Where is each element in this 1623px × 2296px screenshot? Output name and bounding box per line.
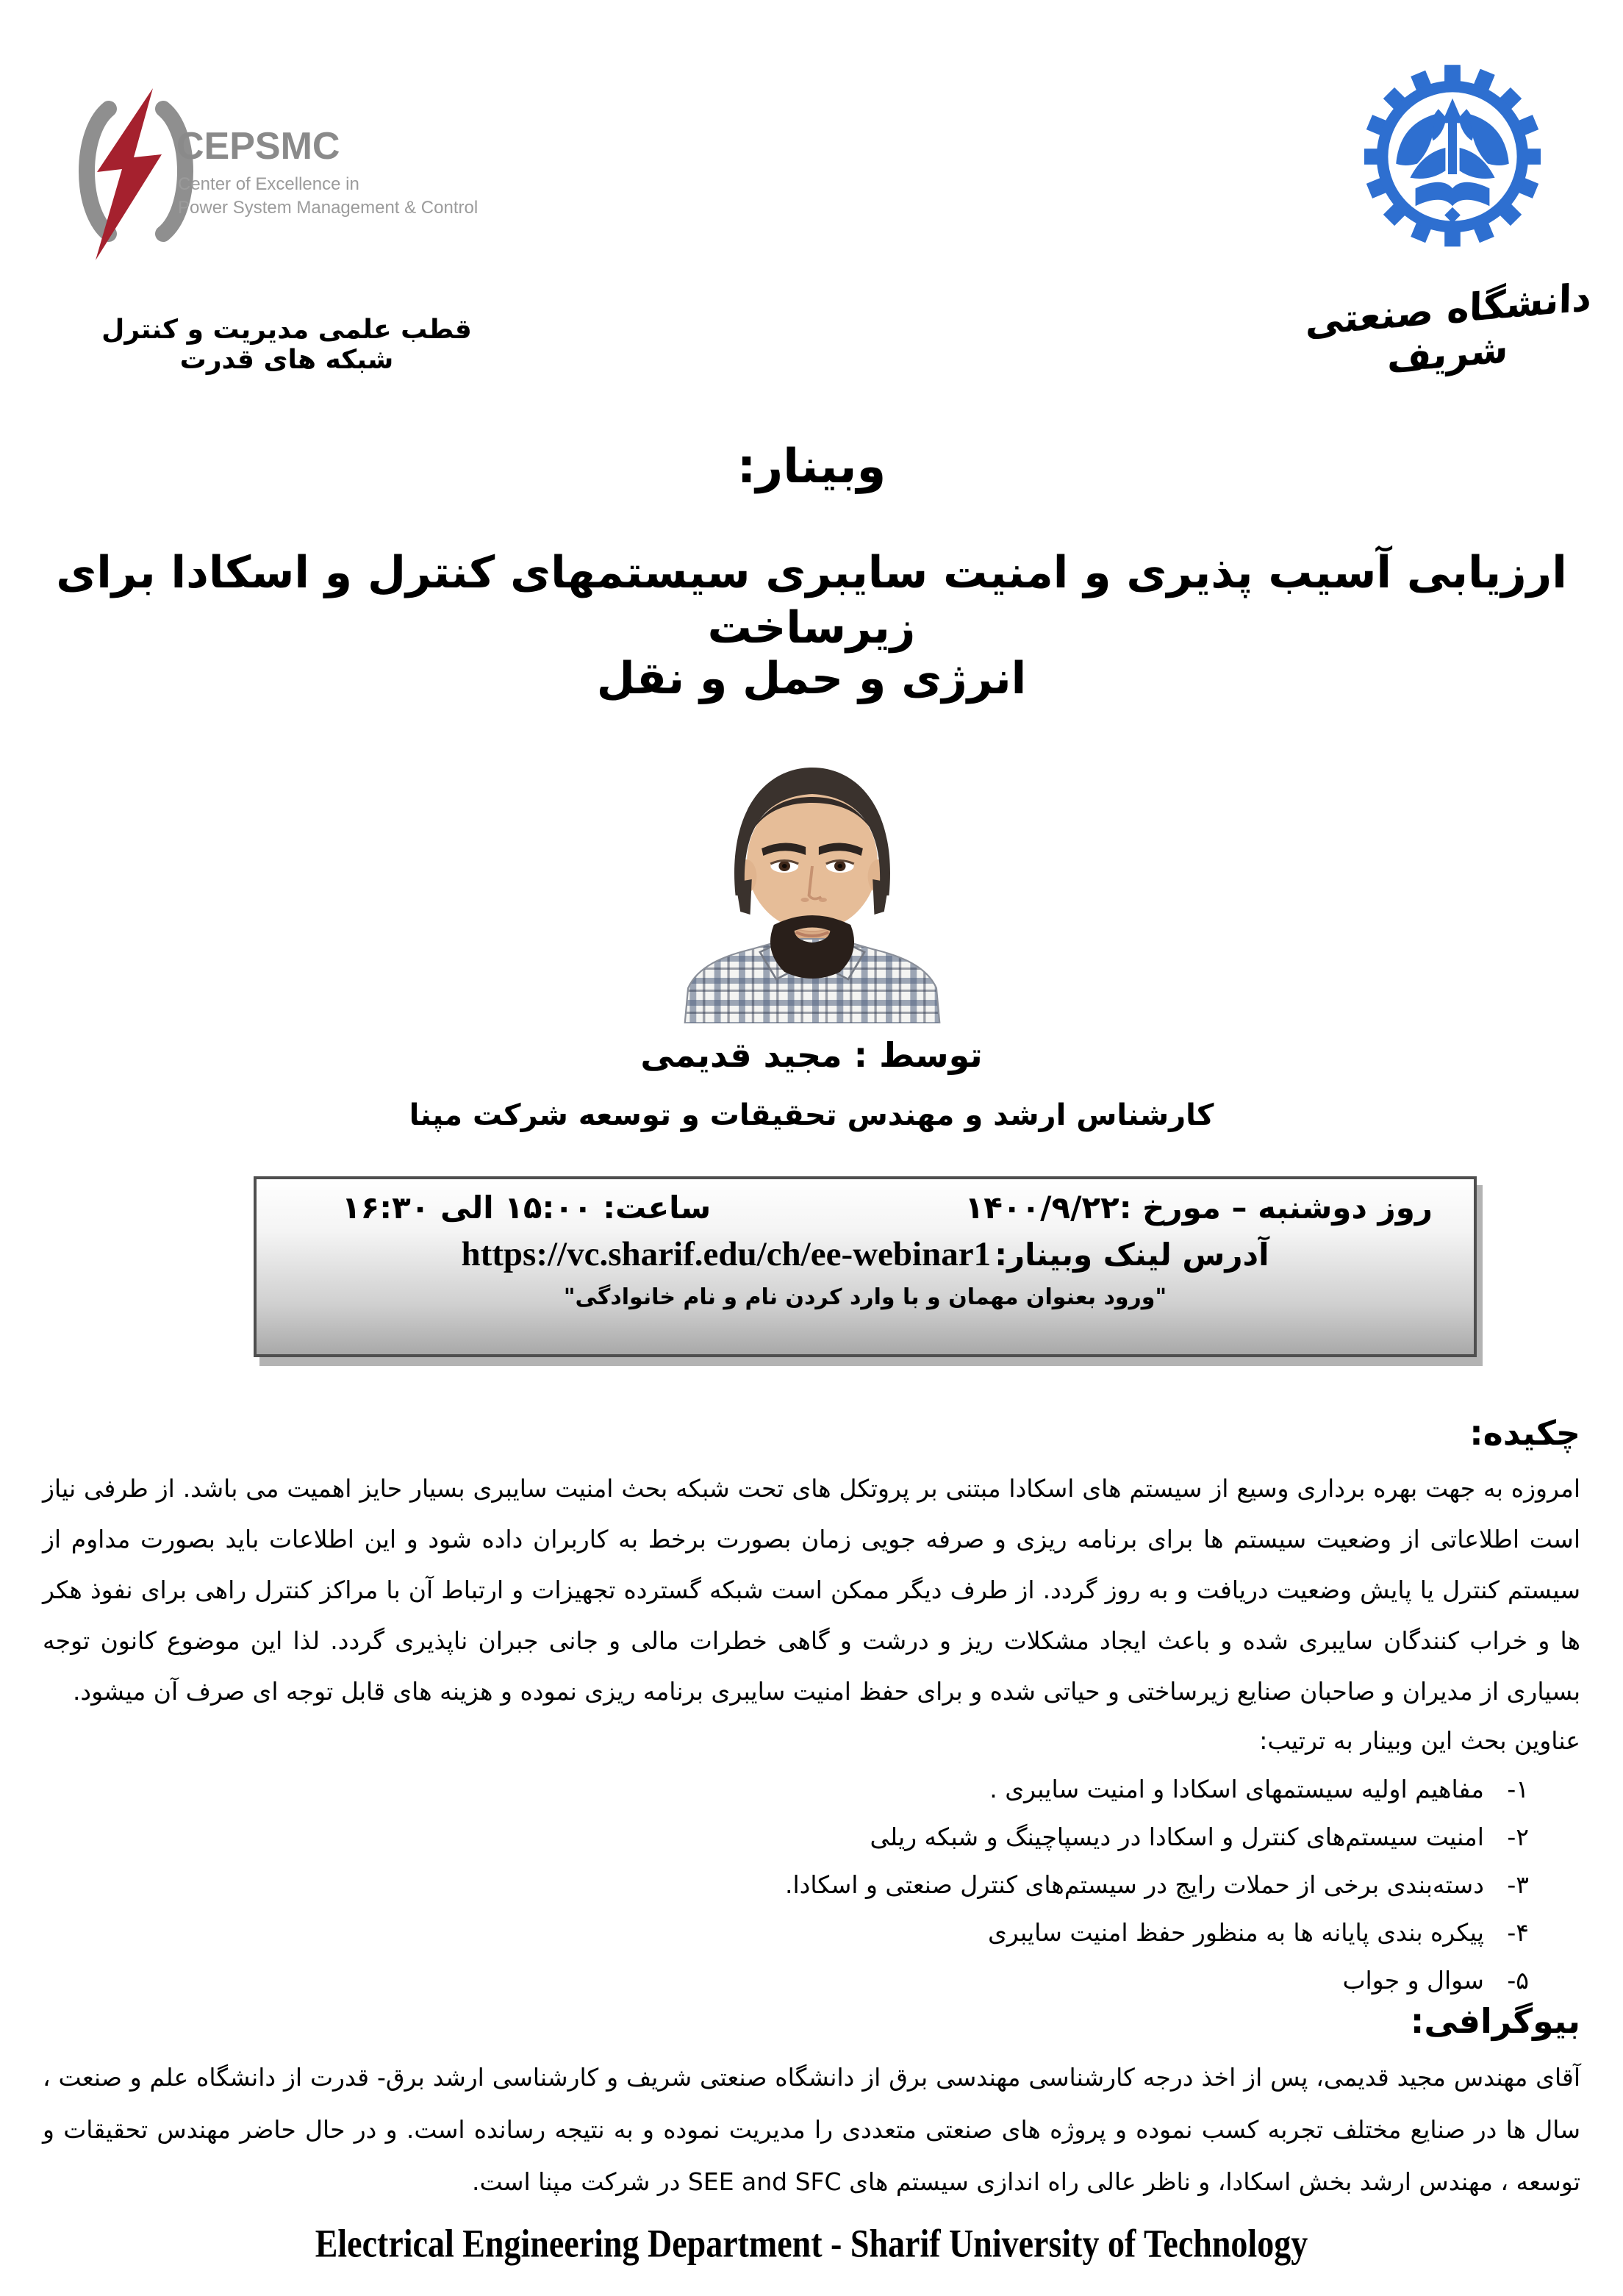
footer-department-text: Electrical Engineering Department - Sharif University of Technology <box>315 2220 1308 2266</box>
topic-item-4: ۴- پیکره بندی پایانه ها به منظور حفظ امنیت سایبری <box>987 1918 1529 1947</box>
biography-section <box>43 2001 1580 2208</box>
abstract-section <box>43 1413 1580 2004</box>
topic-item-5: ۵- سوال و جواب <box>1342 1966 1529 1995</box>
cepsmc-acronym: CEPSMC <box>176 125 340 168</box>
cepsmc-logo <box>66 87 478 271</box>
abstract-heading: چکیده: <box>1469 1413 1580 1453</box>
topics-intro: عناوین بحث این وبینار به ترتیب: <box>1259 1726 1580 1755</box>
webinar-time: ساعت: ۱۵:۰۰ الی ۱۶:۳۰ <box>342 1190 712 1226</box>
cepsmc-lightning-icon <box>66 87 478 271</box>
abstract-body: امروزه به جهت بهره برداری وسیع از سیستم های اسکادا مبتنی بر پروتکل های تحت شبکه بحث امنیت سایبری بسیار حایز اهمیت می باشد. از طرفی نیاز است اطلاعاتی از وضعیت سیستم ها برای برنامه ریزی و صرفه جویی زمان بصورت برخط به کاربران داده شود و این اطلاعات باید بصورت مداوم از سیستم کنترل یا پایش وضعیت دریافت و به روز گردد. از طرف دیگر ممکن است شبکه گسترده تجهیزات و ارتباط آن با مراکز کنترل راهی برای نفوذ هکر ها و خراب کنندگان سایبری شده و باعث ایجاد مشکلات ریز و درشت و گاهی خطرات مالی و جانی جبران ناپذیری گردد. لذا این موضوع کانون توجه بسیاری از مدیران و صاحبان صنایع زیرساختی و حیاتی شده و برای حفظ امنیت سایبری برنامه ریزی نموده و هزینه های قابل توجه ای صرف آن میشود. <box>43 1474 1580 1706</box>
topic-item-1: ۱- مفاهیم اولیه سیستمهای اسکادا و امنیت سایبری . <box>989 1775 1529 1803</box>
footer <box>0 2222 1623 2264</box>
sharif-university-logo <box>1364 65 1541 257</box>
cepsmc-subtitle-1: Center of Excellence in <box>178 174 359 194</box>
webinar-title-line2: انرژی و حمل و نقل <box>596 653 1027 704</box>
guest-entry-note: "ورود بعنوان مهمان و با وارد کردن نام و نام خانوادگی" <box>563 1284 1167 1310</box>
info-date-time-row <box>298 1190 1433 1226</box>
webinar-kicker: وبینار: <box>737 440 886 494</box>
topic-item-3: ۳- دسته‌بندی برخی از حملات رایج در سیستم‌های کنترل صنعتی و اسکادا. <box>785 1870 1529 1899</box>
biography-heading: بیوگرافی: <box>1410 2001 1580 2041</box>
speaker-byline: توسط : مجید قدیمی <box>640 1035 983 1075</box>
biography-body: آقای مهندس مجید قدیمی، پس از اخذ درجه کارشناسی مهندسی برق از دانشگاه صنعتی شریف و کارشناسی ارشد برق- قدرت از دانشگاه علم و صنعت ، سال ها در صنایع مختلف تجربه کسب نموده و پروژه های صنعتی متعددی را مدیریت نموده و به نتیجه رسانده است. و در حال حاضر مهندس تحقیقات و توسعه ، مهندس ارشد بخش اسکادا، و ناظر عالی راه اندازی سیستم های SEE and SFC در شرکت مپنا است. <box>43 2063 1580 2196</box>
speaker-portrait-icon <box>665 735 959 1023</box>
webinar-title-line1: ارزیابی آسیب پذیری و امنیت سایبری سیستمهای کنترل و اسکادا برای زیرساخت <box>56 547 1567 654</box>
cepsmc-subtitle-2: Power System Management & Control <box>178 198 478 218</box>
webinar-date: روز دوشنبه – مورخ :۱۴۰۰/۹/۲۲ <box>964 1190 1433 1226</box>
topics-list <box>43 1765 1580 2004</box>
sharif-calligraphy-fa: دانشگاه صنعتی شریف <box>1305 275 1592 382</box>
webinar-link-label: آدرس لینک وبینار: <box>995 1237 1269 1273</box>
topic-item-2: ۲- امنیت سیستم‌های کنترل و اسکادا در دیسپاچینگ و شبکه ریلی <box>870 1823 1529 1851</box>
webinar-link-url[interactable]: https://vc.sharif.edu/ch/ee-webinar1 <box>461 1235 992 1273</box>
sharif-gear-emblem-icon <box>1364 65 1541 257</box>
cepsmc-caption-fa: قطب علمی مدیریت و کنترل شبکه های قدرت <box>101 315 472 375</box>
webinar-info-box <box>254 1176 1477 1357</box>
speaker-roleline: کارشناس ارشد و مهندس تحقیقات و توسعه شرکت مپنا <box>409 1098 1214 1132</box>
speaker-photo <box>665 735 959 1023</box>
info-link-row <box>298 1234 1433 1274</box>
